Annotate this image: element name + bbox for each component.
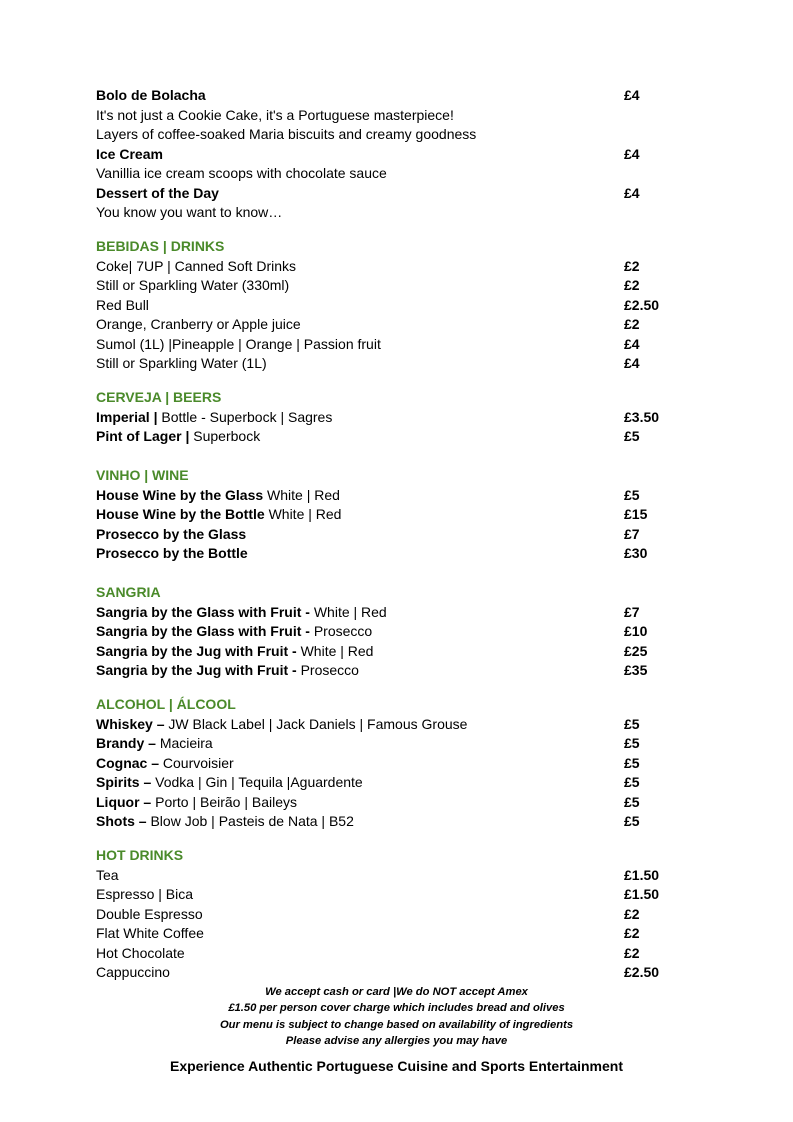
- section-heading: VINHO | WINE: [96, 467, 189, 484]
- menu-item: [96, 145, 696, 165]
- menu-item-description: Vanillia ice cream scoops with chocolate sauce: [96, 165, 387, 181]
- menu-item-name: Brandy –: [96, 735, 160, 752]
- menu-item-name: Bolo de Bolacha: [96, 87, 206, 103]
- menu-item-description: Coke| 7UP | Canned Soft Drinks: [96, 257, 296, 274]
- menu-item-name: Shots –: [96, 813, 151, 830]
- menu-item-name: Pint of Lager |: [96, 428, 194, 445]
- menu-item-price: £2: [624, 277, 640, 294]
- section-heading: ALCOHOL | ÁLCOOL: [96, 696, 236, 713]
- menu-item: [96, 486, 696, 506]
- menu-item: [96, 715, 696, 735]
- menu-item-name: Whiskey –: [96, 715, 169, 732]
- menu-item: [96, 773, 696, 793]
- menu-item: [96, 408, 696, 428]
- footer: [0, 984, 793, 1074]
- menu-item-description: White | Red: [268, 506, 342, 523]
- menu-item: [96, 354, 696, 374]
- section-heading: CERVEJA | BEERS: [96, 389, 222, 406]
- menu-body: [96, 86, 696, 983]
- menu-item-price: £2: [624, 944, 640, 961]
- menu-item-description: Prosecco: [300, 662, 359, 679]
- menu-item-description: Hot Chocolate: [96, 944, 185, 961]
- menu-item: [96, 296, 696, 316]
- menu-item-name: Sangria by the Jug with Fruit -: [96, 662, 301, 679]
- menu-item-price: £4: [624, 184, 640, 201]
- menu-item-description: Espresso | Bica: [96, 886, 194, 903]
- menu-item: [96, 335, 696, 355]
- menu-item-description: White | Red: [313, 603, 387, 620]
- menu-item: [96, 661, 696, 681]
- section-heading: SANGRIA: [96, 584, 161, 601]
- menu-item: [96, 544, 696, 564]
- menu-item-name: Prosecco by the Glass: [96, 525, 247, 542]
- section-gap: [96, 564, 696, 584]
- menu-item-name: Imperial |: [96, 408, 162, 425]
- menu-item-name: Ice Cream: [96, 145, 163, 162]
- section-heading: BEBIDAS | DRINKS: [96, 238, 225, 255]
- menu-item-description: Blow Job | Pasteis de Nata | B52: [150, 813, 354, 830]
- menu-item-description: You know you want to know…: [96, 204, 283, 220]
- menu-item-name: Sangria by the Jug with Fruit -: [96, 642, 301, 659]
- menu-item-description: Tea: [96, 866, 119, 883]
- menu-item-description: It's not just a Cookie Cake, it's a Portuguese masterpiece!: [96, 106, 454, 123]
- menu-item: [96, 622, 696, 642]
- menu-item-price: £4: [624, 355, 640, 372]
- menu-item-price: £5: [624, 428, 640, 445]
- menu-item-price: £7: [624, 603, 640, 620]
- menu-item-price: £4: [624, 145, 640, 162]
- menu-item: [96, 276, 696, 296]
- menu-item-name: Sangria by the Glass with Fruit -: [96, 623, 314, 640]
- footer-note-menu-change: Our menu is subject to change based on availability of ingredients: [219, 1018, 574, 1031]
- menu-item-description: JW Black Label | Jack Daniels | Famous Grouse: [168, 715, 468, 732]
- menu-item-name: Prosecco by the Bottle: [96, 545, 248, 562]
- menu-item: [96, 924, 696, 944]
- menu-item: [96, 812, 696, 832]
- menu-item: [96, 885, 696, 905]
- menu-item-price: £5: [624, 774, 640, 791]
- menu-item-description: Superbock: [193, 428, 261, 445]
- menu-item-name: Spirits –: [96, 774, 156, 791]
- menu-item-description: Orange, Cranberry or Apple juice: [96, 316, 301, 333]
- menu-item-description: Still or Sparkling Water (330ml): [96, 277, 290, 294]
- menu-item-price: £25: [624, 642, 648, 659]
- menu-item: [96, 125, 696, 145]
- menu-item: [96, 257, 696, 277]
- menu-item-description: Prosecco: [313, 623, 373, 640]
- menu-item-description: Red Bull: [96, 296, 149, 313]
- menu-item-price: £35: [624, 662, 648, 679]
- menu-item-name: House Wine by the Glass: [96, 486, 268, 503]
- menu-item: [96, 603, 696, 623]
- menu-item: [96, 164, 696, 184]
- menu-item: [96, 427, 696, 447]
- footer-note-payment: We accept cash or card |We do NOT accept Amex: [265, 986, 528, 998]
- menu-item-description: Porto | Beirão | Baileys: [155, 793, 298, 810]
- menu-item-price: £10: [624, 623, 648, 640]
- menu-item-name: Sangria by the Glass with Fruit -: [96, 603, 314, 620]
- menu-item-price: £2: [624, 925, 640, 942]
- menu-item: [96, 315, 696, 335]
- menu-item-description: Bottle - Superbock | Sagres: [161, 408, 333, 425]
- menu-item-description: Macieira: [159, 735, 213, 752]
- section-gap: [96, 447, 696, 467]
- menu-item-name: Dessert of the Day: [96, 184, 219, 201]
- menu-item-price: £4: [624, 335, 640, 352]
- menu-item-price: £2: [624, 905, 640, 922]
- section-gap: [96, 681, 696, 696]
- menu-item-price: £1.50: [624, 866, 660, 883]
- menu-item-price: £5: [624, 715, 640, 732]
- menu-item-price: £2: [624, 316, 640, 333]
- menu-item-description: Still or Sparkling Water (1L): [96, 355, 267, 372]
- menu-item: [96, 642, 696, 662]
- menu-item-description: Cappuccino: [96, 964, 170, 981]
- menu-item-price: £5: [624, 486, 640, 503]
- menu-item-name: Cognac –: [96, 754, 163, 771]
- section-heading: HOT DRINKS: [96, 847, 184, 864]
- menu-item-price: £2: [624, 257, 640, 274]
- menu-item-price: £7: [624, 525, 640, 542]
- menu-item-price: £5: [624, 813, 640, 830]
- menu-item: [96, 793, 696, 813]
- menu-item-price: £5: [624, 735, 640, 752]
- menu-item: [96, 86, 696, 106]
- menu-item: [96, 963, 696, 983]
- menu-item-price: £2.50: [624, 296, 660, 313]
- menu-item-description: Flat White Coffee: [96, 925, 204, 942]
- menu-item: [96, 905, 696, 925]
- menu-item-description: Double Espresso: [96, 905, 203, 922]
- footer-note-cover-charge: £1.50 per person cover charge which includes bread and olives: [228, 1002, 565, 1015]
- menu-item: [96, 754, 696, 774]
- section-gap: [96, 374, 696, 389]
- menu-item-price: £5: [624, 754, 640, 771]
- menu-item-description: White | Red: [267, 486, 340, 503]
- menu-item: [96, 106, 696, 126]
- menu-item-description: Layers of coffee-soaked Maria biscuits and creamy goodness: [96, 126, 477, 142]
- menu-item: [96, 184, 696, 204]
- menu-item-description: White | Red: [300, 642, 374, 659]
- menu-item-name: House Wine by the Bottle: [96, 506, 269, 523]
- menu-item: [96, 866, 696, 886]
- footer-tagline: Experience Authentic Portuguese Cuisine and Sports Entertainment: [169, 1057, 623, 1074]
- footer-note-allergies: Please advise any allergies you may have: [285, 1035, 508, 1048]
- menu-item-description: Courvoisier: [162, 754, 234, 771]
- menu-item: [96, 203, 696, 223]
- menu-item: [96, 734, 696, 754]
- menu-item-price: £30: [624, 545, 648, 562]
- menu-item-name: Liquor –: [96, 793, 156, 810]
- menu-item: [96, 525, 696, 545]
- menu-item: [96, 944, 696, 964]
- menu-item: [96, 505, 696, 525]
- menu-item-price: £2.50: [624, 964, 660, 981]
- menu-item-price: £15: [624, 506, 648, 523]
- menu-item-price: £1.50: [624, 886, 660, 903]
- menu-item-price: £4: [624, 87, 640, 103]
- section-gap: [96, 832, 696, 847]
- menu-item-description: Vodka | Gin | Tequila |Aguardente: [155, 774, 363, 791]
- menu-item-price: £5: [624, 793, 640, 810]
- section-gap: [96, 223, 696, 238]
- menu-item-description: Sumol (1L) |Pineapple | Orange | Passion fruit: [96, 335, 381, 352]
- menu-item-price: £3.50: [624, 408, 660, 425]
